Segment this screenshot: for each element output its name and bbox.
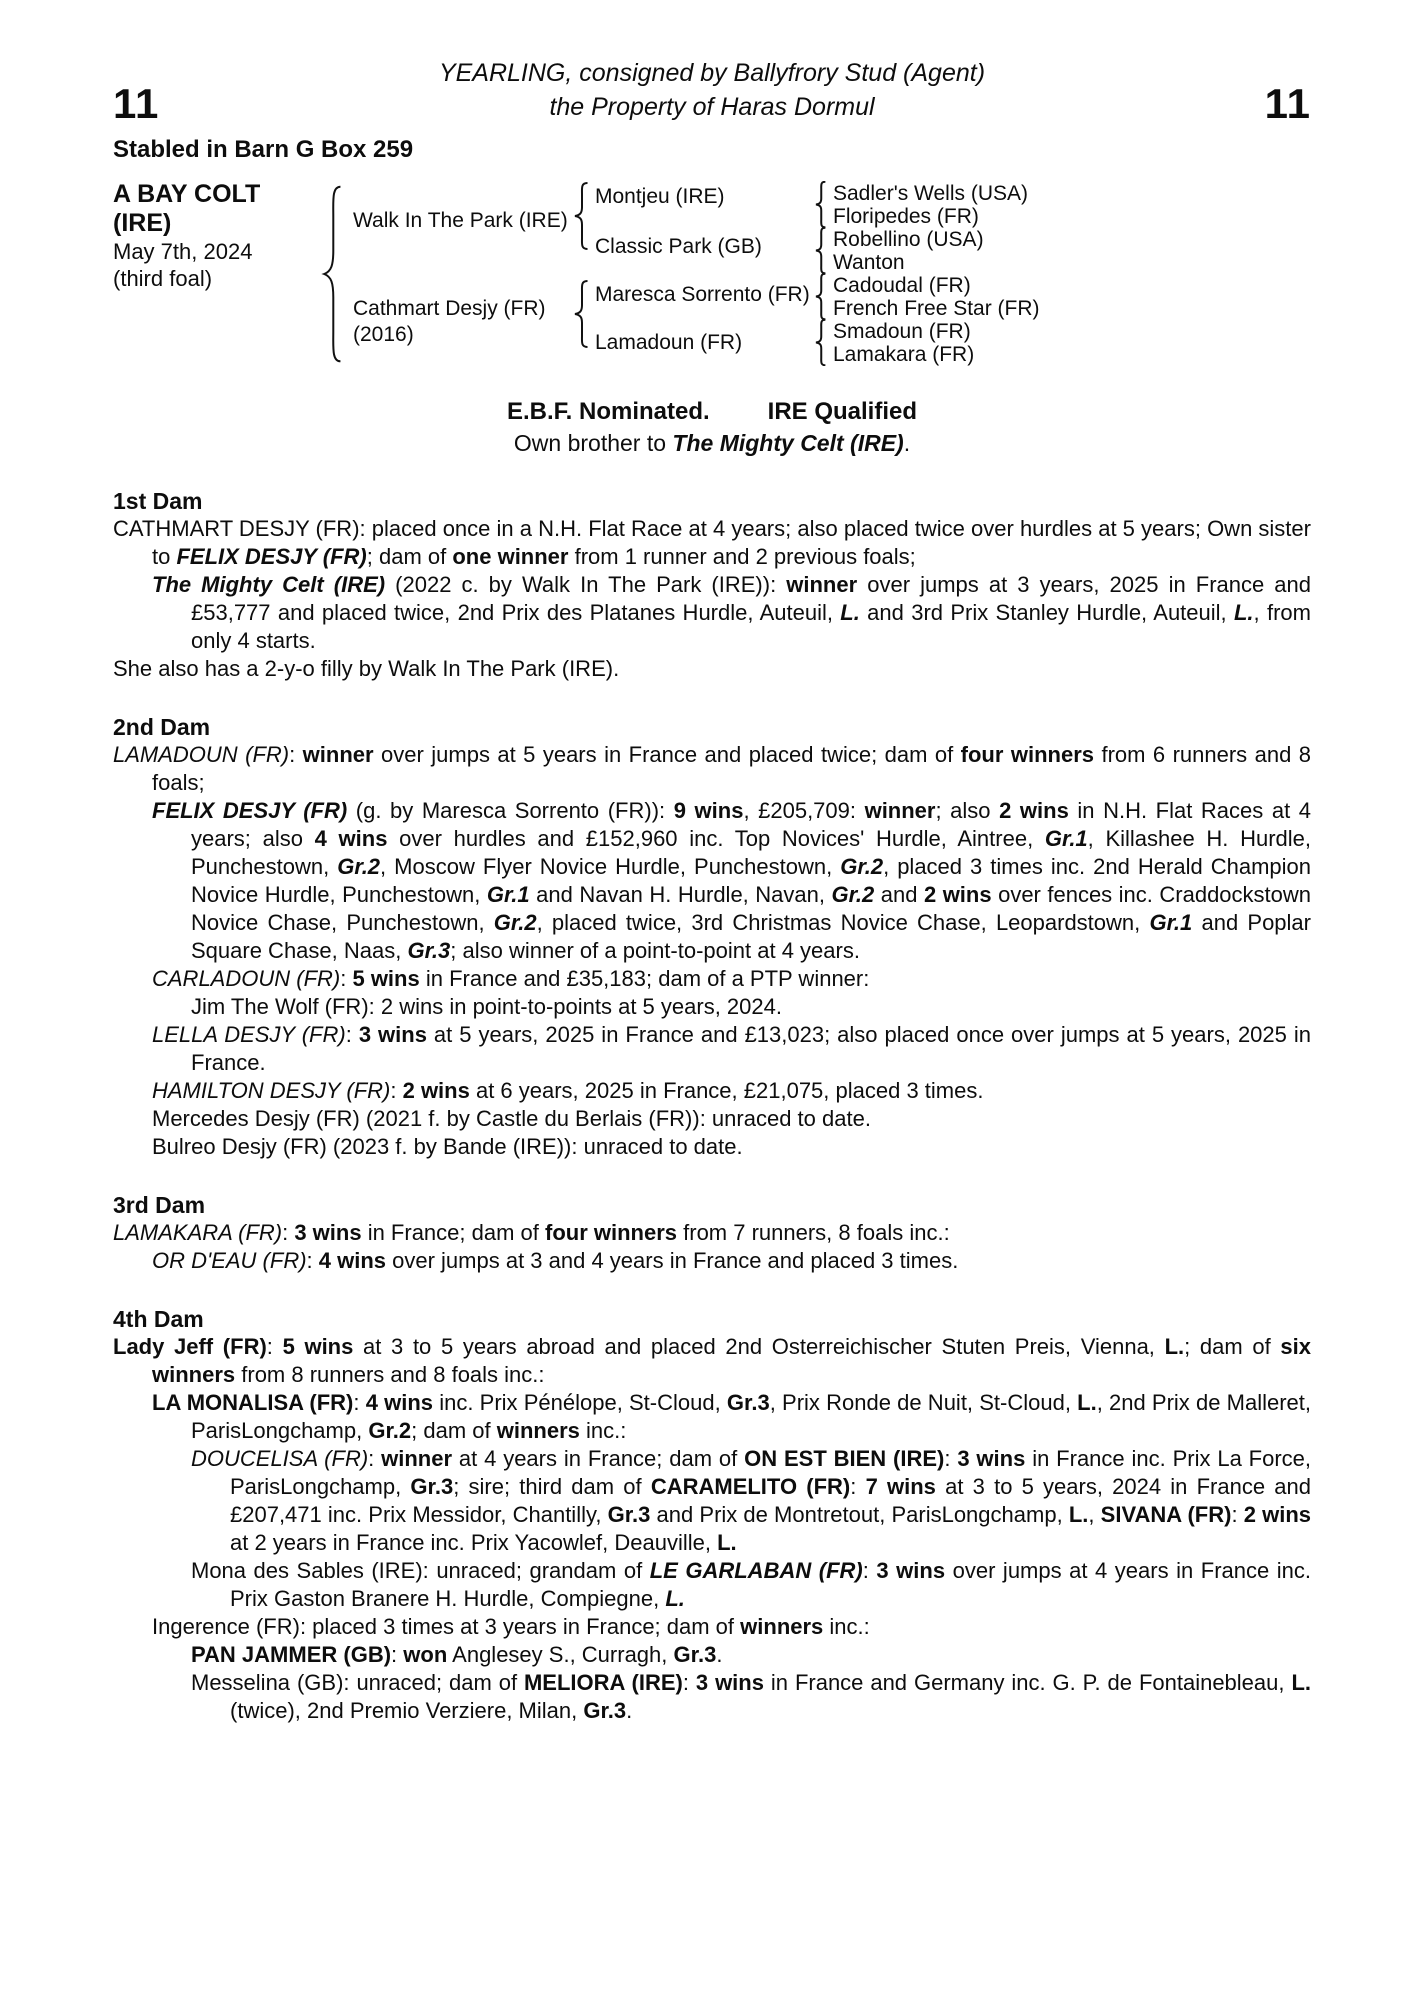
produce-record: PAN JAMMER (GB): won Anglesey S., Curragh, Gr.3.	[191, 1642, 723, 1667]
dam-record: CATHMART DESJY (FR): placed once in a N.H. Flat Race at 4 years; also placed twice over hurdles at 5 years; Own sister to FELIX DESJY (FR); dam of one winner from 1 runner and 2 previous foals;	[113, 516, 1311, 569]
owner-line: the Property of Haras Dormul	[549, 93, 875, 121]
granddam-name: Classic Park (GB)	[595, 235, 762, 258]
section-1st-dam	[113, 487, 1311, 683]
produce-record: HAMILTON DESJY (FR): 2 wins at 6 years, 2025 in France, £21,075, placed 3 times.	[152, 1078, 984, 1103]
produce-record: LA MONALISA (FR): 4 wins inc. Prix Pénélope, St-Cloud, Gr.3, Prix Ronde de Nuit, St-Cloud, L., 2nd Prix de Malleret, ParisLongchamp, Gr.2; dam of winners inc.:	[152, 1390, 1312, 1443]
ire-qualified: IRE Qualified	[767, 398, 918, 425]
gen3-name: Cadoudal (FR)	[833, 274, 971, 297]
dam-block	[353, 296, 546, 348]
dam-section-heading: 3rd Dam	[113, 1192, 206, 1218]
consignment-block	[263, 56, 1161, 124]
dam-record: LAMAKARA (FR): 3 wins in France; dam of four winners from 7 runners, 8 foals inc.:	[113, 1220, 950, 1245]
produce-record: Mona des Sables (IRE): unraced; grandam of LE GARLABAN (FR): 3 wins over jumps at 4 years in France inc. Prix Gaston Branere H. Hurdle, Compiegne, L.	[191, 1558, 1312, 1611]
stabling-info: Stabled in Barn G Box 259	[113, 136, 414, 163]
own-brother-line	[113, 429, 1311, 457]
brace-icon	[813, 181, 828, 228]
subject-block	[113, 180, 260, 292]
damsire-name: Maresca Sorrento (FR)	[595, 283, 810, 306]
subject-name: A BAY COLT	[113, 180, 261, 208]
dam-year: (2016)	[353, 323, 414, 346]
gen3-name: Sadler's Wells (USA)	[833, 182, 1028, 205]
section-3rd-dam	[113, 1191, 1311, 1275]
produce-record: CARLADOUN (FR): 5 wins in France and £35,183; dam of a PTP winner:	[152, 966, 870, 991]
brace-icon	[813, 319, 828, 366]
produce-note: She also has a 2-y-o filly by Walk In The Park (IRE).	[113, 656, 620, 681]
dam-name: Cathmart Desjy (FR)	[353, 297, 546, 320]
own-brother-suffix: .	[903, 430, 911, 456]
gen3-name: French Free Star (FR)	[833, 297, 1040, 320]
produce-record: OR D'EAU (FR): 4 wins over jumps at 3 and 4 years in France and placed 3 times.	[152, 1248, 959, 1273]
produce-record: LELLA DESJY (FR): 3 wins at 5 years, 2025 in France and £13,023; also placed once over jumps at 5 years, 2025 in France.	[152, 1022, 1311, 1075]
subject-foaling-date: May 7th, 2024	[113, 239, 253, 264]
nomination-line	[113, 398, 1311, 426]
consignor-line: YEARLING, consigned by Ballyfrory Stud (Agent)	[438, 59, 986, 87]
produce-record: Jim The Wolf (FR): 2 wins in point-to-points at 5 years, 2024.	[191, 994, 782, 1019]
page-header	[113, 56, 1311, 127]
gen3-pair	[833, 320, 974, 366]
dam-record: Lady Jeff (FR): 5 wins at 3 to 5 years abroad and placed 2nd Osterreichischer Stuten Preis, Vienna, L.; dam of six winners from 8 runners and 8 foals inc.:	[113, 1334, 1311, 1387]
brace-icon	[319, 184, 345, 364]
dam-record: LAMADOUN (FR): winner over jumps at 5 years in France and placed twice; dam of four winners from 6 runners and 8 foals;	[113, 742, 1311, 795]
pedigree-chart	[113, 180, 1311, 378]
produce-record: Mercedes Desjy (FR) (2021 f. by Castle du Berlais (FR)): unraced to date.	[152, 1106, 871, 1131]
own-brother-name: The Mighty Celt (IRE)	[672, 430, 904, 456]
lot-number-right: 11	[1264, 80, 1311, 127]
lot-number-left: 11	[113, 80, 160, 127]
gen3-name: Robellino (USA)	[833, 228, 984, 251]
gen3-name: Floripedes (FR)	[833, 205, 979, 228]
dam-section-heading: 4th Dam	[113, 1306, 204, 1332]
sire-name: Walk In The Park (IRE)	[353, 209, 568, 232]
second-dam-name: Lamadoun (FR)	[595, 331, 743, 354]
own-brother-prefix: Own brother to	[513, 430, 673, 456]
dam-section-heading: 1st Dam	[113, 488, 203, 514]
brace-icon	[813, 227, 828, 274]
subject-foal-note: (third foal)	[113, 266, 213, 291]
gen3-pair	[833, 274, 1040, 320]
gen3-name: Wanton	[833, 251, 905, 274]
produce-record: FELIX DESJY (FR) (g. by Maresca Sorrento (FR)): 9 wins, £205,709: winner; also 2 wins in N.H. Flat Races at 4 years; also 4 wins over hurdles and £152,960 inc. Top Novices' Hurdle, Aintree, Gr.1, Killashee H. Hurdle, Punchestown, Gr.2, Moscow Flyer Novice Hurdle, Punchestown, Gr.2, placed 3 times inc. 2nd Herald Champion Novice Hurdle, Punchestown, Gr.1 and Navan H. Hurdle, Navan, Gr.2 and 2 wins over fences inc. Craddockstown Novice Chase, Punchestown, Gr.2, placed twice, 3rd Christmas Novice Chase, Leopardstown, Gr.1 and Poplar Square Chase, Naas, Gr.3; also winner of a point-to-point at 4 years.	[152, 798, 1312, 963]
produce-record: Ingerence (FR): placed 3 times at 3 years in France; dam of winners inc.:	[152, 1614, 870, 1639]
grandsire-name: Montjeu (IRE)	[595, 185, 725, 208]
gen3-pair	[833, 182, 1028, 228]
dam-section-heading: 2nd Dam	[113, 714, 211, 740]
brace-icon	[813, 273, 828, 320]
gen3-name: Lamakara (FR)	[833, 343, 975, 366]
section-2nd-dam	[113, 713, 1311, 1161]
produce-record: DOUCELISA (FR): winner at 4 years in France; dam of ON EST BIEN (IRE): 3 wins in France inc. Prix La Force, ParisLongchamp, Gr.3; sire; third dam of CARAMELITO (FR): 7 wins at 3 to 5 years, 2024 in France and £207,471 inc. Prix Messidor, Chantilly, Gr.3 and Prix de Montretout, ParisLongchamp, L., SIVANA (FR): 2 wins at 2 years in France inc. Prix Yacowlef, Deauville, L.	[191, 1446, 1312, 1555]
brace-icon	[571, 182, 591, 250]
produce-record: Messelina (GB): unraced; dam of MELIORA (IRE): 3 wins in France and Germany inc. G. P. de Fontainebleau, L. (twice), 2nd Premio Verziere, Milan, Gr.3.	[191, 1670, 1311, 1723]
gen3-name: Smadoun (FR)	[833, 320, 971, 343]
produce-record: Bulreo Desjy (FR) (2023 f. by Bande (IRE)): unraced to date.	[152, 1134, 743, 1159]
gen3-pair	[833, 228, 984, 274]
ebf-nominated: E.B.F. Nominated.	[506, 398, 710, 425]
produce-record: The Mighty Celt (IRE) (2022 c. by Walk In The Park (IRE)): winner over jumps at 3 years, 2025 in France and £53,777 and placed twice, 2nd Prix des Platanes Hurdle, Auteuil, L. and 3rd Prix Stanley Hurdle, Auteuil, L., from only 4 starts.	[152, 572, 1312, 653]
brace-icon	[571, 280, 591, 348]
subject-country: (IRE)	[113, 209, 172, 237]
section-4th-dam	[113, 1305, 1311, 1725]
